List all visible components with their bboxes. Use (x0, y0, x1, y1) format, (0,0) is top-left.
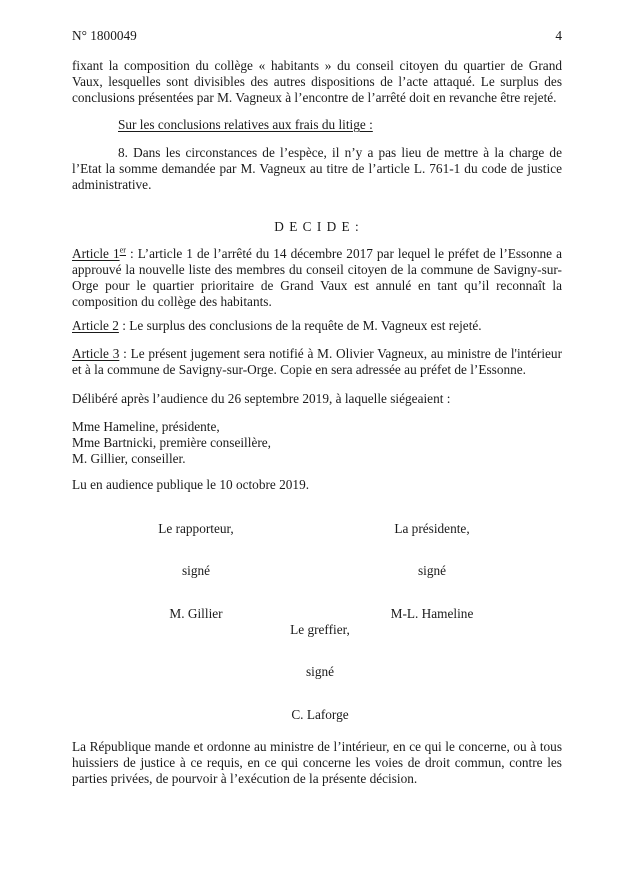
rapporteur-signed: signé (181, 563, 211, 578)
signature-presidente (332, 521, 532, 622)
deliberation-line: Délibéré après l’audience du 26 septembre 2019, à laquelle siégeaient : (72, 391, 451, 406)
closing-paragraph: La République mande et ordonne au ministre de l’intérieur, en ce qui le concerne, ou à tous huissiers de justice à ce requis, en ce qui concerne les voies de droit commun, contre les parties privées, de pourvoir à l’exécution de la présente décision. (72, 739, 562, 786)
article-1-superscript: er (119, 245, 126, 255)
judge-line: Mme Hameline, présidente, (72, 419, 220, 434)
intro-paragraph: fixant la composition du collège « habitants » du conseil citoyen du quartier de Grand Vaux, lesquelles sont divisibles des autres dispositions de l’acte attaqué. Le surplus des conclusions présentées par M. Vagneux à l’encontre de l’arrêté doit en revanche être rejeté. (72, 58, 562, 105)
page-number: 4 (555, 28, 562, 43)
rapporteur-name: M. Gillier (169, 606, 223, 621)
signature-rapporteur (96, 521, 296, 622)
article-2-text: : Le surplus des conclusions de la requête de M. Vagneux est rejeté. (118, 318, 482, 333)
article-3-paragraph (72, 346, 562, 378)
article-2-paragraph (72, 318, 562, 334)
rapporteur-title: Le rapporteur, (158, 521, 234, 536)
presidente-title: La présidente, (394, 521, 470, 536)
greffier-title: Le greffier, (290, 622, 350, 637)
greffier-name: C. Laforge (291, 707, 349, 722)
presidente-name: M-L. Hameline (390, 606, 474, 621)
signature-block (72, 493, 562, 723)
signature-greffier (220, 622, 420, 723)
page-header (72, 28, 562, 44)
article-3-label: Article 3 (72, 346, 120, 361)
section-heading-text: Sur les conclusions relatives aux frais du litige : (118, 117, 373, 132)
judges-list (72, 419, 562, 467)
section-heading-frais (72, 117, 562, 133)
article-1-label: Article 1 (72, 246, 120, 261)
case-number: N° 1800049 (72, 28, 137, 43)
paragraph-8: 8. Dans les circonstances de l’espèce, il n’y a pas lieu de mettre à la charge de l’Etat la somme demandée par M. Vagneux au titre de l’article L. 761-1 du code de justice administrative. (72, 145, 562, 192)
judge-line: M. Gillier, conseiller. (72, 451, 186, 466)
article-1-text: : L’article 1 de l’arrêté du 14 décembre 2017 par lequel le préfet de l’Essonne a approuvé la nouvelle liste des membres du conseil citoyen de la commune de Savigny-sur-Orge pour le quartier prioritaire de Grand Vaux est annulé en tant qu’il reconnaît la composition du collège des habitants. (72, 246, 563, 309)
reading-line: Lu en audience publique le 10 octobre 2019. (72, 477, 310, 492)
greffier-signed: signé (305, 664, 335, 679)
article-3-text: : Le présent jugement sera notifié à M. Olivier Vagneux, au ministre de l'intérieur et à la commune de Savigny-sur-Orge. Copie en sera adressée au préfet de l’Essonne. (72, 346, 562, 377)
judge-line: Mme Bartnicki, première conseillère, (72, 435, 272, 450)
presidente-signed: signé (417, 563, 447, 578)
article-2-label: Article 2 (72, 318, 119, 333)
article-1-paragraph (72, 246, 562, 310)
decide-heading: D E C I D E : (274, 219, 360, 234)
